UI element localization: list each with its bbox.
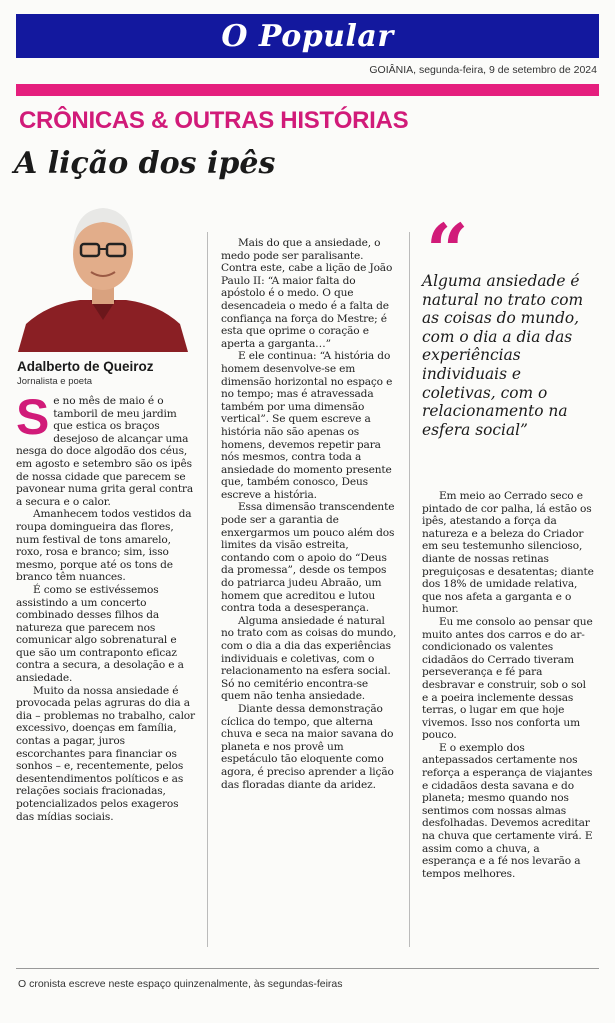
paragraph: Diante dessa demonstração cíclica do tempo, que alterna chuva e seca na maior savana do planeta e nos provê um espetáculo tão eloquente como agora, é preciso aprender a lição das floradas diante da aridez.: [221, 702, 394, 791]
section-label: [19, 107, 408, 135]
article-column-2: [221, 237, 399, 791]
article-column-1: [16, 389, 197, 823]
dateline: GOIÂNIA, segunda-feira, 9 de setembro de 2024: [369, 64, 597, 76]
paragraph: É como se estivéssemos assistindo a um concerto combinado desses filhos da natureza que parecem nos comunicar algo sobrenatural e que são um contraponto eficaz contra a secura, a desolação e a ansiedade.: [16, 583, 184, 685]
author-photo: [18, 196, 188, 352]
section-label-amp: &: [150, 107, 169, 134]
paragraph: Amanhecem todos vestidos da roupa domingueira das flores, num festival de tons amarelo, roxo, rosa e branco; sim, isso mesmo, porque até os tons de branco têm nuances.: [16, 508, 192, 584]
paragraph: Mais do que a ansiedade, o medo pode ser paralisante. Contra este, cabe a lição de João Paulo II: “A maior falta do apóstolo é o medo. O que desencadeia o medo é a falta de confiança na força do Mestre; é esta que oprime o coração e aperta a garganta…”: [221, 237, 393, 350]
footer-note: O cronista escreve neste espaço quinzenalmente, às segundas-feiras: [18, 978, 343, 990]
section-divider-bar: [16, 84, 599, 96]
author-portrait-illustration: [18, 196, 188, 352]
masthead: [16, 14, 599, 58]
footer-divider: [16, 968, 599, 969]
paragraph: Essa dimensão transcendente pode ser a garantia de enxergarmos um pouco além dos limites da visão estreita, contando com o apoio do “Deus da promessa”, desde os tempos do patriarca judeu Abraão, um homem que acreditou e lutou contra toda a desesperança.: [221, 501, 395, 615]
paragraph: E ele continua: “A história do homem desenvolve-se em dimensão horizontal no espaço e no tempo; mas é atravessada também por uma dimensão vertical”. Se quem escreve a história não são apenas os homens, devemos repetir para nós mesmos, contra toda a ansiedade do momento presente que, também conosco, Deus escreve a história.: [221, 350, 393, 501]
paragraph: Alguma ansiedade é natural no trato com as coisas do mundo, com o dia a dia das experiências individuais e coletivas, com o relacionamento na esfera social. Só no cemitério encontra-se quem não tenha ansiedade.: [221, 614, 397, 703]
column-divider: [207, 232, 208, 947]
paragraph: E o exemplo dos antepassados certamente nos reforça a esperança de viajantes e cidadãos desta savana e do planeta; mesmo quando nos sentimos com nossas almas desfolhadas. Devemos acreditar na chuva que certamente virá. E assim como a chuva, a esperança e a fé nos levarão a tempos melhores.: [422, 741, 593, 880]
first-paragraph-text: e no mês de maio é o tamboril de meu jardim que estica os braços desejoso de alcançar uma nesga do doce algodão dos céus, em agosto e setembro são os ipês de nossa cidade que parecem se pavonear numa grita geral contra a secura e o calor.: [16, 395, 194, 508]
author-name: Adalberto de Queiroz: [17, 359, 154, 374]
drop-cap: S: [16, 389, 50, 445]
pull-quote: Alguma ansiedade é natural no trato com as coisas do mundo, com o dia a dia das experiências individuais e coletivas, com o relacionamento na esfera social”: [422, 272, 584, 439]
section-label-part1: CRÔNICAS: [19, 107, 145, 134]
article-column-3: [422, 490, 594, 880]
article-headline: A lição dos ipês: [14, 146, 276, 181]
first-paragraph: [16, 389, 197, 508]
newspaper-logo: O Popular: [221, 18, 394, 54]
author-role: Jornalista e poeta: [17, 376, 92, 387]
section-label-part2: OUTRAS HISTÓRIAS: [174, 107, 409, 134]
quote-mark-icon: “: [426, 209, 469, 295]
column-divider: [409, 232, 410, 947]
paragraph: Em meio ao Cerrado seco e pintado de cor palha, lá estão os ipês, atestando a força da natureza e a beleza do Criador em seu testemunho silencioso, diante de nossas retinas preguiçosas e desatentas; diante dos 18% de umidade relativa, que nos afeta a garganta e o humor.: [422, 490, 594, 616]
paragraph: Eu me consolo ao pensar que muito antes dos carros e do ar-condicionado os valentes cidadãos do Cerrado tiveram perseverança e fé para desbravar e construir, sob o sol e a poeira inclemente dessas terras, o lugar em que hoje vivemos. Isso nos conforta um pouco.: [422, 615, 593, 742]
paragraph: Muito da nossa ansiedade é provocada pelas agruras do dia a dia – problemas no trabalho, calor excessivo, doenças em família, contas a pagar, juros escorchantes para financiar os sonhos – e, recentemente, pelos desentendimentos políticos e as relações sociais fracionadas, potencializados pelos exageros das mídias sociais.: [16, 684, 195, 823]
